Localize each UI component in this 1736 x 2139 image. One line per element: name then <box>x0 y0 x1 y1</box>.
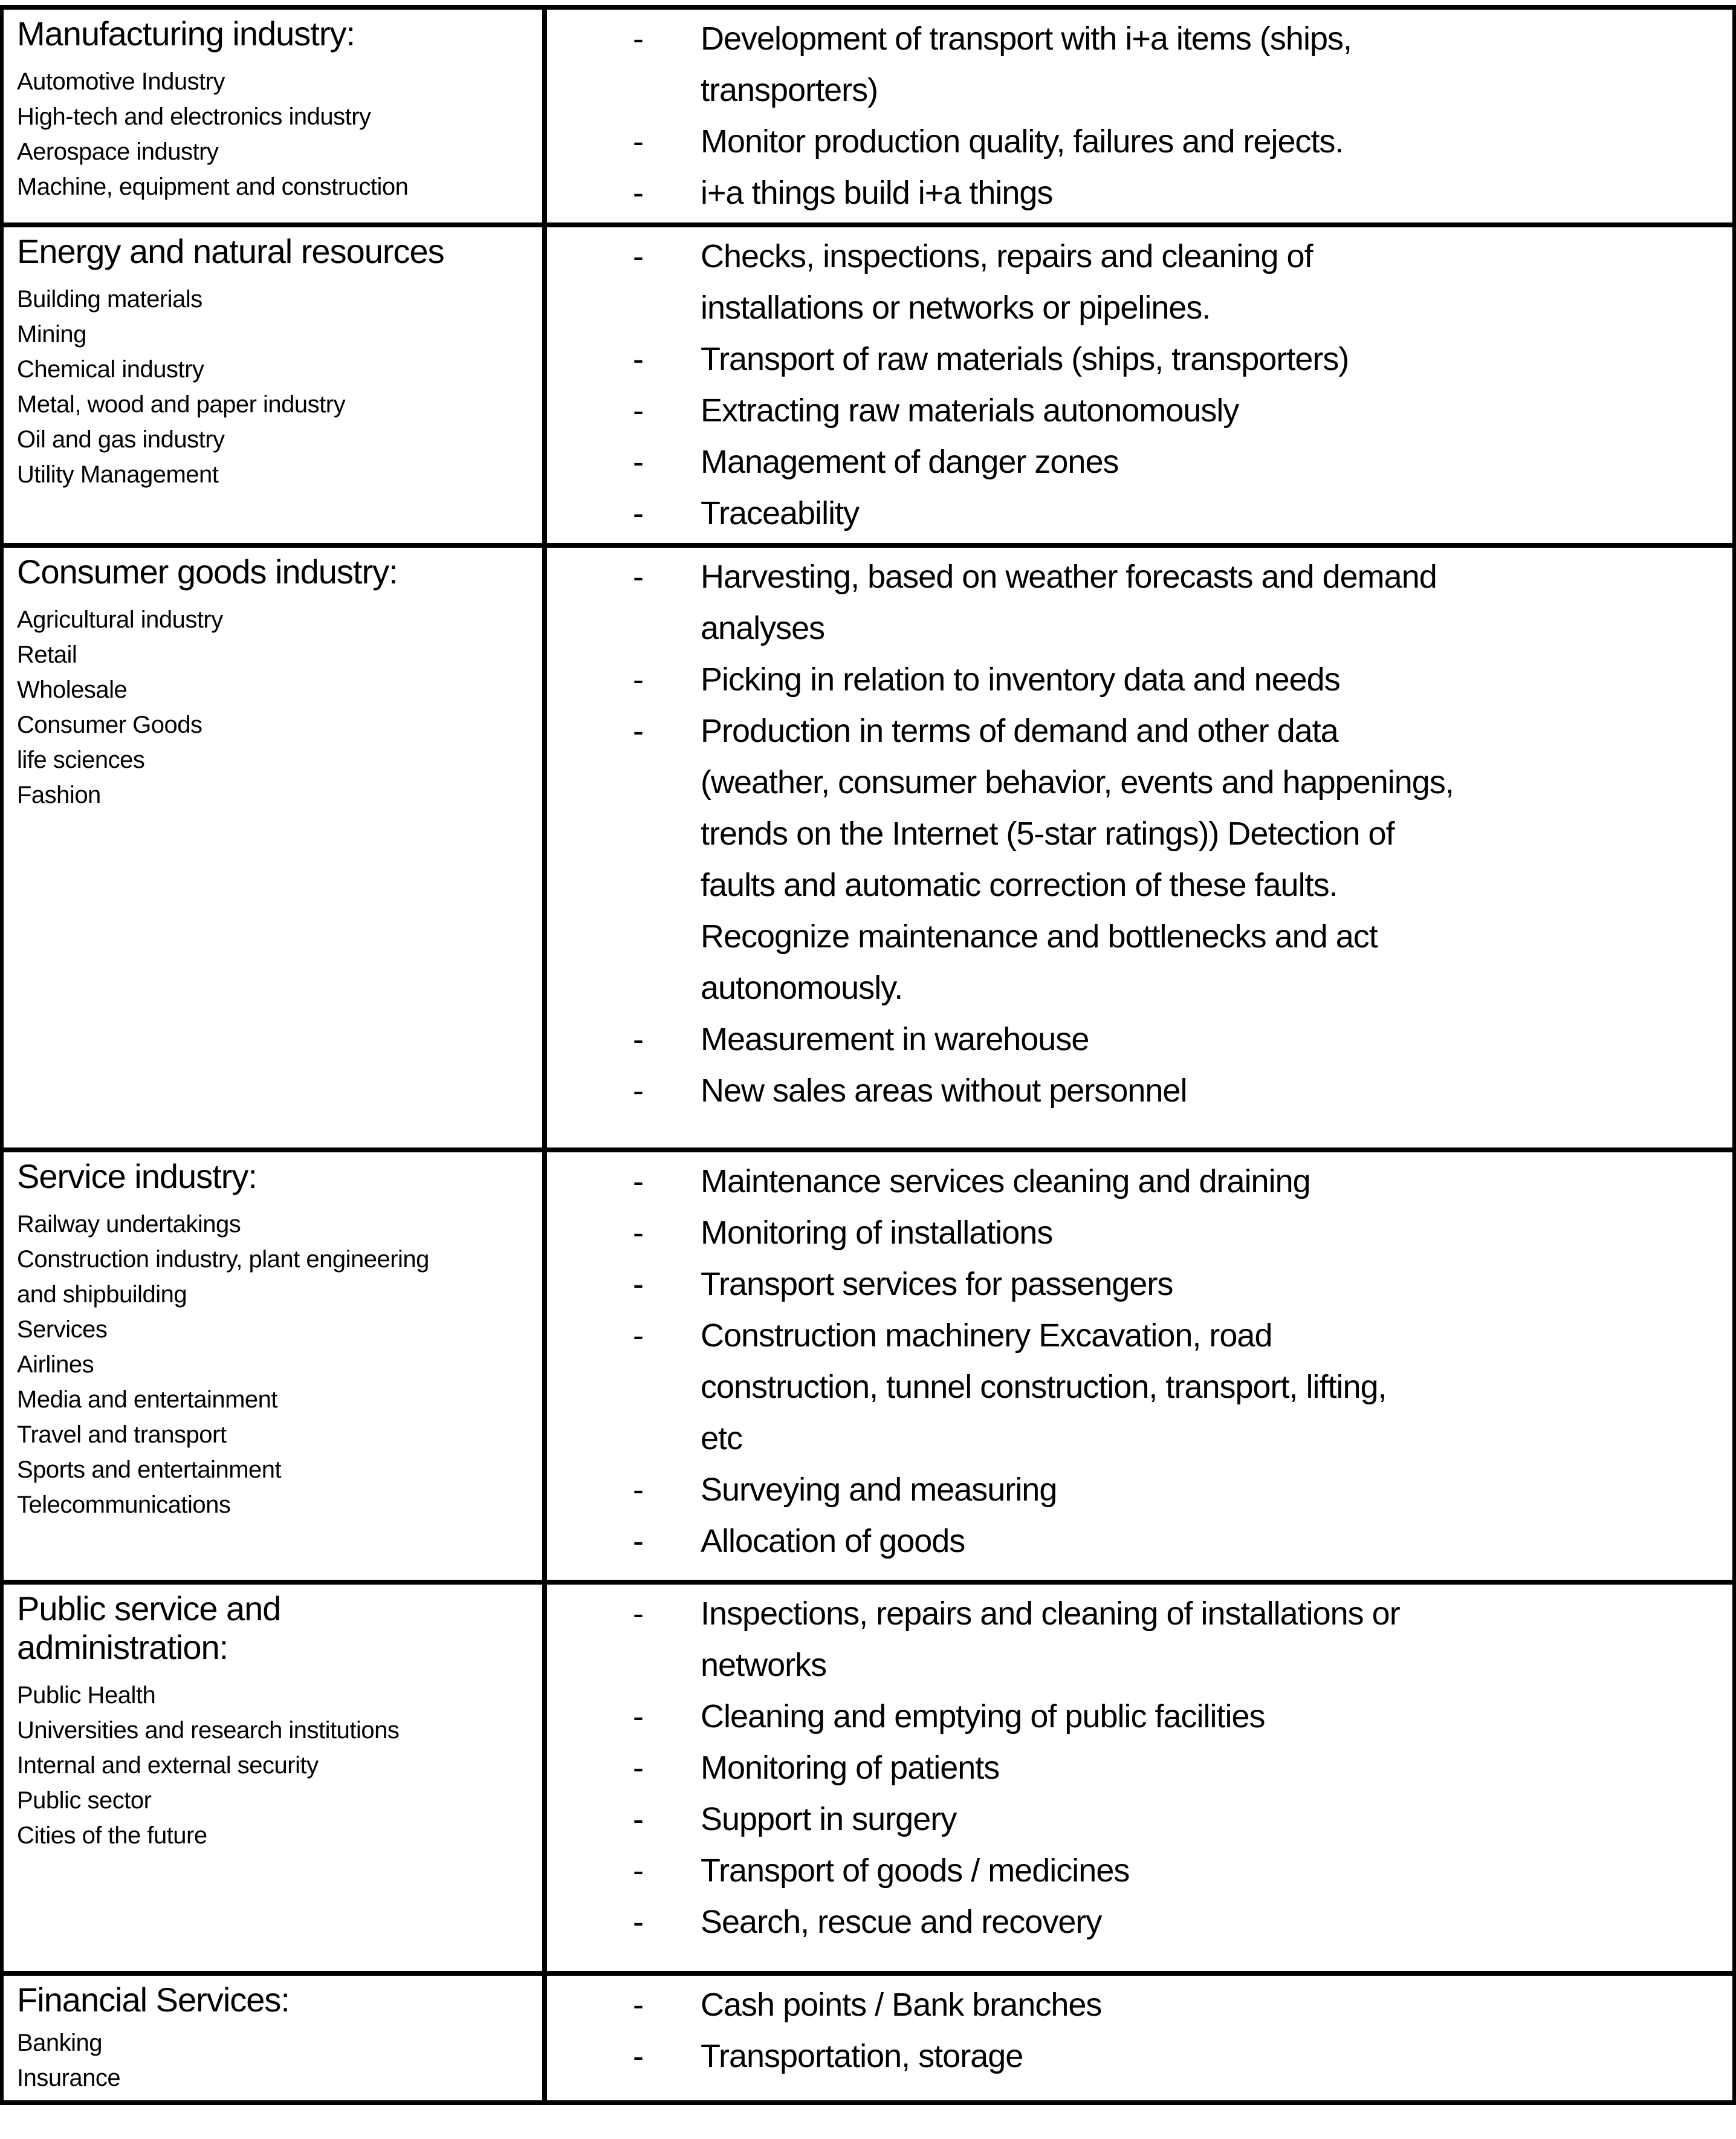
industry-sub-item: Airlines <box>17 1351 94 1378</box>
application-text: Maintenance services cleaning and draining <box>701 1163 1310 1199</box>
application-bullet <box>633 1794 1720 1845</box>
application-bullet <box>633 551 1720 654</box>
industry-sub-item: Building materials <box>17 286 202 313</box>
bullet-dash-icon: - <box>633 559 643 595</box>
table-row <box>4 227 1732 548</box>
table-row <box>4 1152 1732 1585</box>
industry-sub-item: Retail <box>17 641 77 668</box>
industry-sub-item: Travel and transport <box>17 1421 227 1448</box>
industry-sub-item: Construction industry, plant engineering and shipbuilding <box>17 1246 429 1308</box>
application-text: Cash points / Bank branches <box>701 1987 1102 2023</box>
application-text: Surveying and measuring <box>701 1472 1057 1508</box>
bullet-dash-icon: - <box>633 238 643 274</box>
industry-sub-item: High-tech and electronics industry <box>17 103 371 130</box>
industry-sub-item: Sports and entertainment <box>17 1456 282 1483</box>
industry-cell <box>4 1152 547 1580</box>
application-bullet <box>633 1845 1720 1897</box>
application-bullet <box>633 1065 1720 1117</box>
industry-heading: Financial Services: <box>17 1981 290 2019</box>
application-bullet <box>633 167 1720 219</box>
application-bullet <box>633 13 1720 116</box>
bullet-dash-icon: - <box>633 21 643 57</box>
applications-cell <box>547 1152 1732 1580</box>
industry-sub-item: Telecommunications <box>17 1491 231 1518</box>
industry-sub-item: Fashion <box>17 782 101 808</box>
applications-cell <box>547 1976 1732 2100</box>
bullet-dash-icon: - <box>633 495 643 531</box>
bullet-dash-icon: - <box>633 661 643 698</box>
table-row <box>4 10 1732 227</box>
industry-sub-item: Utility Management <box>17 461 219 488</box>
industry-sub-item: Chemical industry <box>17 356 204 383</box>
bullet-dash-icon: - <box>633 1750 643 1786</box>
application-text: Transport of raw materials (ships, transporters) <box>701 341 1349 377</box>
bullet-dash-icon: - <box>633 1021 643 1057</box>
application-text: Traceability <box>701 495 860 531</box>
industry-cell <box>4 1976 547 2100</box>
application-text: Management of danger zones <box>701 444 1119 480</box>
bullet-dash-icon: - <box>633 1163 643 1199</box>
industry-sub-item: Banking <box>17 2030 103 2056</box>
bullet-dash-icon: - <box>633 1472 643 1508</box>
application-text: Allocation of goods <box>701 1523 965 1559</box>
industry-sub-item: Automotive Industry <box>17 68 225 95</box>
bullet-dash-icon: - <box>633 175 643 211</box>
application-text: Construction machinery Excavation, road construction, tunnel construction, transport, lifting, etc <box>701 1317 1387 1456</box>
application-bullet <box>633 116 1720 167</box>
table-row <box>4 1976 1732 2105</box>
application-bullet <box>633 385 1720 437</box>
industry-sub-item: Metal, wood and paper industry <box>17 391 346 418</box>
application-text: Inspections, repairs and cleaning of installations or networks <box>701 1595 1400 1683</box>
bullet-dash-icon: - <box>633 1266 643 1302</box>
application-text: Picking in relation to inventory data and needs <box>701 661 1340 698</box>
industry-sub-item: Universities and research institutions <box>17 1717 400 1744</box>
industry-sub-item: life sciences <box>17 747 145 773</box>
table-row <box>4 1585 1732 1976</box>
application-bullet <box>633 437 1720 488</box>
bullet-dash-icon: - <box>633 392 643 429</box>
application-bullet <box>633 1979 1720 2031</box>
application-text: Measurement in warehouse <box>701 1021 1089 1057</box>
application-text: Monitoring of patients <box>701 1750 1000 1786</box>
application-text: Production in terms of demand and other data (weather, consumer behavior, events and happenings, trends on the Internet (5-star ratings)) Detection of faults and automatic correction of these faults. Recognize maintenance and bottlenecks and act autonomously. <box>701 713 1454 1006</box>
application-bullet <box>633 706 1720 1014</box>
industry-sub-item: Public Health <box>17 1682 156 1709</box>
application-bullet <box>633 1464 1720 1516</box>
application-text: Development of transport with i+a items (ships, transporters) <box>701 21 1352 108</box>
application-bullet <box>633 1742 1720 1794</box>
bullet-dash-icon: - <box>633 1904 643 1940</box>
application-bullet <box>633 1014 1720 1065</box>
bullet-dash-icon: - <box>633 2038 643 2074</box>
industry-sub-item: Aerospace industry <box>17 138 219 165</box>
application-bullet <box>633 1516 1720 1567</box>
application-bullet <box>633 1156 1720 1207</box>
bullet-dash-icon: - <box>633 1852 643 1889</box>
bullet-dash-icon: - <box>633 1801 643 1837</box>
applications-cell <box>547 548 1732 1147</box>
application-bullet <box>633 1310 1720 1464</box>
application-text: Monitor production quality, failures and rejects. <box>701 123 1344 160</box>
application-bullet <box>633 334 1720 385</box>
industry-cell <box>4 1585 547 1971</box>
application-bullet <box>633 1588 1720 1691</box>
application-bullet <box>633 231 1720 334</box>
application-bullet <box>633 1259 1720 1310</box>
application-text: i+a things build i+a things <box>701 175 1053 211</box>
industry-heading: Energy and natural resources <box>17 232 444 270</box>
application-text: Monitoring of installations <box>701 1215 1053 1251</box>
industry-sub-item: Agricultural industry <box>17 606 223 633</box>
applications-cell <box>547 227 1732 543</box>
industry-sub-item: Insurance <box>17 2065 121 2091</box>
bullet-dash-icon: - <box>633 1987 643 2023</box>
industry-heading: Consumer goods industry: <box>17 553 398 591</box>
application-text: Transportation, storage <box>701 2038 1023 2074</box>
industry-sub-item: Mining <box>17 321 86 348</box>
industry-sub-item: Consumer Goods <box>17 712 202 738</box>
application-bullet <box>633 1207 1720 1259</box>
application-text: Search, rescue and recovery <box>701 1904 1102 1940</box>
bullet-dash-icon: - <box>633 1215 643 1251</box>
table-row <box>4 548 1732 1152</box>
industry-sub-item: Public sector <box>17 1787 152 1814</box>
industry-sub-item: Wholesale <box>17 677 128 703</box>
application-text: Transport of goods / medicines <box>701 1852 1130 1889</box>
application-text: Checks, inspections, repairs and cleaning of installations or networks or pipelines. <box>701 238 1313 326</box>
application-bullet <box>633 1897 1720 1948</box>
industry-sub-item: Services <box>17 1316 108 1343</box>
industry-sub-item: Cities of the future <box>17 1822 207 1849</box>
industry-cell <box>4 548 547 1147</box>
application-text: New sales areas without personnel <box>701 1073 1187 1109</box>
bullet-dash-icon: - <box>633 123 643 160</box>
application-bullet <box>633 2031 1720 2082</box>
industries-applications-table <box>0 5 1736 2105</box>
industry-heading: Service industry: <box>17 1157 257 1195</box>
industry-sub-item: Internal and external security <box>17 1752 319 1779</box>
application-bullet <box>633 1691 1720 1742</box>
industry-sub-item: Machine, equipment and construction <box>17 174 409 200</box>
bullet-dash-icon: - <box>633 1317 643 1354</box>
industry-sub-item: Railway undertakings <box>17 1211 241 1238</box>
bullet-dash-icon: - <box>633 1073 643 1109</box>
application-text: Support in surgery <box>701 1801 957 1837</box>
industry-cell <box>4 227 547 543</box>
bullet-dash-icon: - <box>633 713 643 749</box>
application-text: Harvesting, based on weather forecasts and demand analyses <box>701 559 1437 646</box>
application-text: Transport services for passengers <box>701 1266 1173 1302</box>
bullet-dash-icon: - <box>633 444 643 480</box>
bullet-dash-icon: - <box>633 1523 643 1559</box>
bullet-dash-icon: - <box>633 1698 643 1735</box>
application-text: Cleaning and emptying of public facilities <box>701 1698 1265 1735</box>
industry-heading: Public service and administration: <box>17 1589 281 1666</box>
industry-sub-item: Oil and gas industry <box>17 426 225 453</box>
applications-cell <box>547 1585 1732 1971</box>
applications-cell <box>547 10 1732 222</box>
industry-cell <box>4 10 547 222</box>
bullet-dash-icon: - <box>633 1595 643 1632</box>
application-bullet <box>633 488 1720 539</box>
industry-heading: Manufacturing industry: <box>17 15 355 53</box>
application-text: Extracting raw materials autonomously <box>701 392 1239 429</box>
industry-sub-item: Media and entertainment <box>17 1386 277 1413</box>
bullet-dash-icon: - <box>633 341 643 377</box>
application-bullet <box>633 654 1720 706</box>
